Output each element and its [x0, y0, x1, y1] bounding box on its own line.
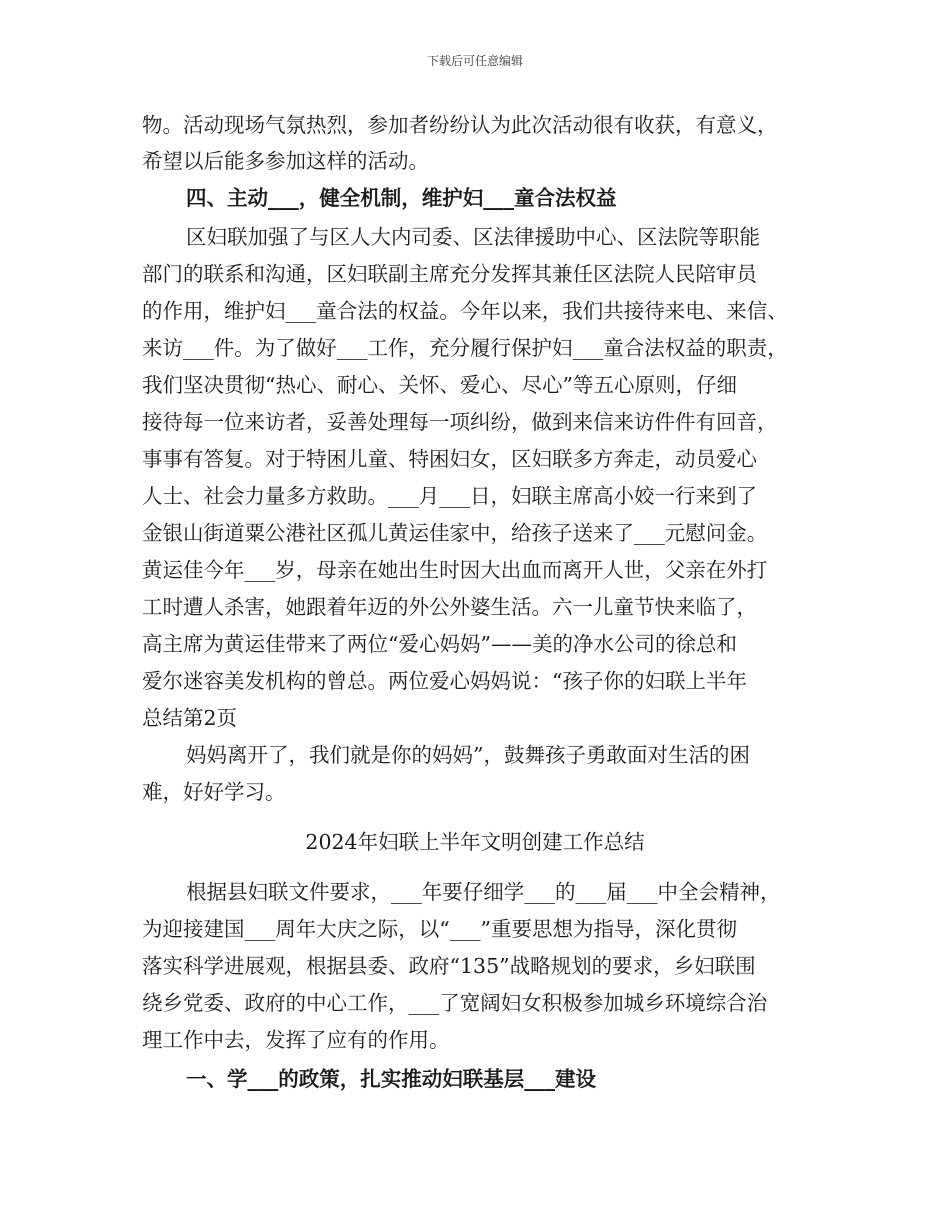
- body-line: 金银山街道粟公港社区孤儿黄运佳家中，给孩子送来了___元慰问金。: [142, 521, 768, 545]
- body-line: 人士、社会力量多方救助。___月___日，妇联主席高小姣一行来到了: [142, 484, 757, 508]
- page-header-note: 下载后可任意编辑: [426, 54, 523, 68]
- body-line: 我们坚决贯彻“热心、耐心、关怀、爱心、尽心”等五心原则，仔细: [142, 373, 737, 397]
- section-heading: 一、学___的政策，扎实推动妇联基层___建设: [186, 1067, 596, 1091]
- body-line: 根据县妇联文件要求，___年要仔细学___的___届___中全会精神，: [186, 880, 781, 904]
- body-line: 区妇联加强了与区人大内司委、区法律援助中心、区法院等职能: [186, 225, 760, 249]
- body-line: 绕乡党委、政府的中心工作，___了宽阔妇女积极参加城乡环境综合治: [142, 991, 768, 1015]
- body-line: 物。活动现场气氛热烈，参加者纷纷认为此次活动很有收获，有意义，: [142, 113, 778, 137]
- body-line: 理工作中去，发挥了应有的作用。: [142, 1028, 450, 1052]
- body-line: 落实科学进展观，根据县委、政府“135”战略规划的要求，乡妇联围: [142, 954, 756, 978]
- body-line: 总结第2页: [142, 706, 238, 730]
- body-line: 的作用，维护妇___童合法的权益。今年以来，我们共接待来电、来信、: [142, 299, 788, 323]
- body-line: 难，好好学习。: [142, 780, 286, 804]
- body-line: 爱尔迷容美发机构的曾总。两位爱心妈妈说：“孩子你的妇联上半年: [142, 669, 747, 693]
- body-line: 工时遭人杀害，她跟着年迈的外公外婆生活。六一儿童节快来临了，: [142, 595, 757, 619]
- body-line: 为迎接建国___周年大庆之际，以“___”重要思想为指导，深化贯彻: [142, 917, 737, 941]
- body-line: 希望以后能多参加这样的活动。: [142, 149, 429, 173]
- body-line: 高主席为黄运佳带来了两位“爱心妈妈”——美的净水公司的徐总和: [142, 632, 737, 656]
- body-line: 妈妈离开了，我们就是你的妈妈”，鼓舞孩子勇敢面对生活的困: [186, 743, 750, 767]
- section-heading: 四、主动___，健全机制，维护妇___童合法权益: [186, 186, 617, 210]
- body-line: 来访___件。为了做好___工作，充分履行保护妇___童合法权益的职责，: [142, 336, 788, 360]
- body-line: 接待每一位来访者，妥善处理每一项纠纷，做到来信来访件件有回音，: [142, 410, 778, 434]
- body-line: 黄运佳今年___岁，母亲在她出生时因大出血而离开人世，父亲在外打: [142, 558, 768, 582]
- body-line: 事事有答复。对于特困儿童、特困妇女，区妇联多方奔走，动员爱心: [142, 447, 757, 471]
- body-line: 部门的联系和沟通，区妇联副主席充分发挥其兼任区法院人民陪审员: [142, 262, 757, 286]
- document-title: 2024年妇联上半年文明创建工作总结: [305, 830, 645, 854]
